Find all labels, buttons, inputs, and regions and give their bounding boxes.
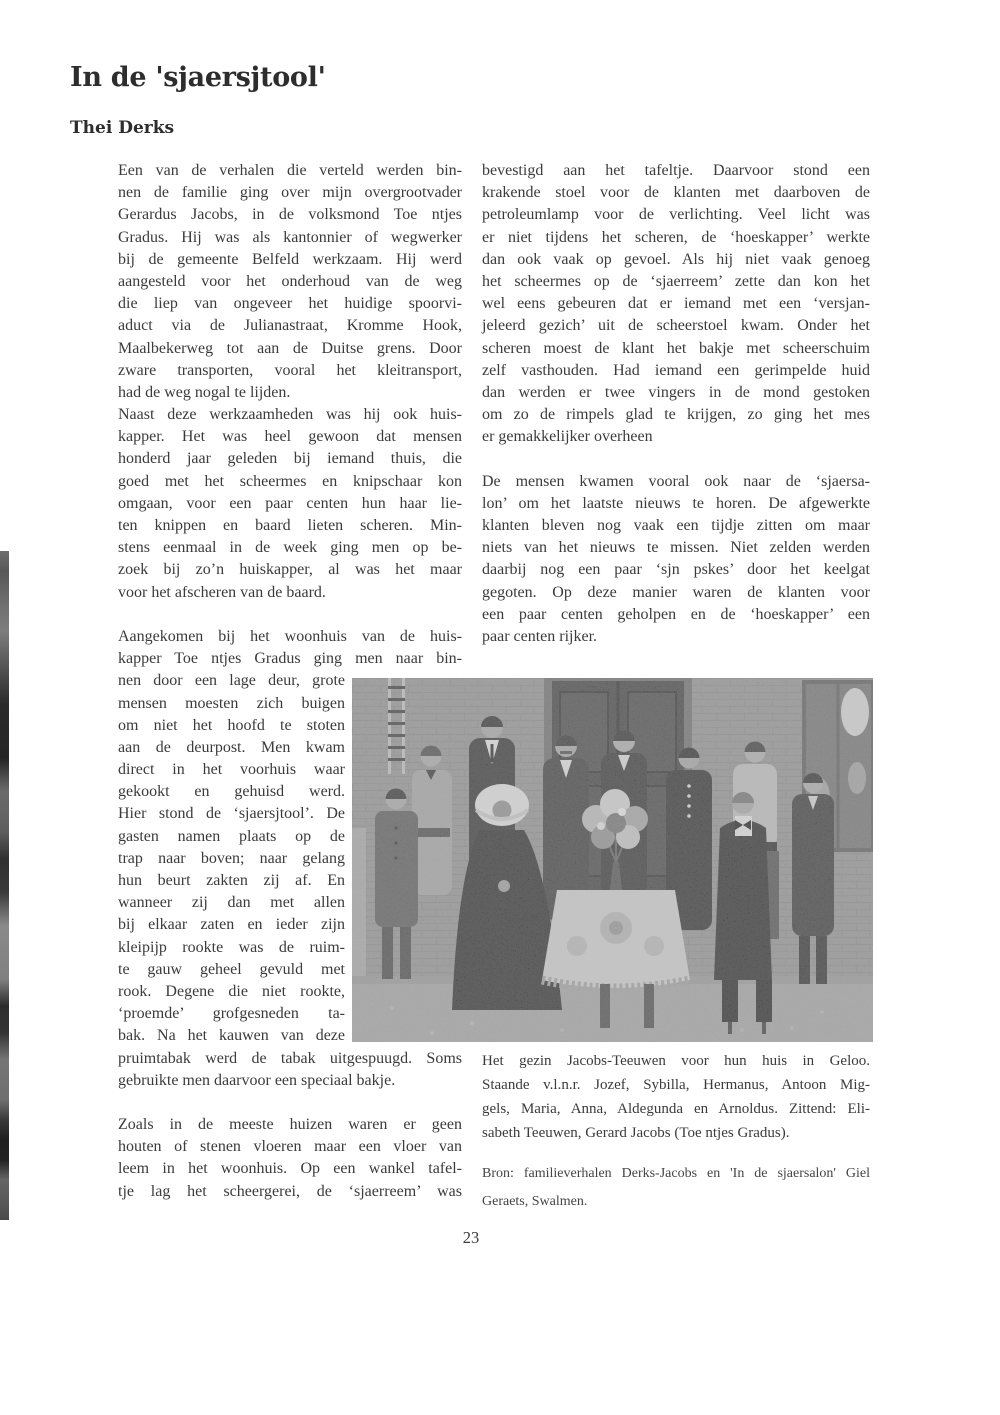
paragraph-block [482,471,870,649]
text-line: zware transporten, vooral het kleitransport, [118,361,462,379]
paragraph-block [482,160,870,448]
text-line: aduct via de Julianastraat, Kromme Hook, [118,317,462,335]
text-line: Maalbekerweg tot aan de Duitse grens. Door [118,339,462,357]
text-line: om niet het hoofd te stoten [118,716,345,734]
text-line: lon’ om het laatste nieuws te horen. De afgewerkte [482,494,870,512]
text-line: pruimtabak werd de tabak uitgespuugd. Soms [118,1049,462,1067]
text-line: daarbij nog een paar ‘sjn pskes’ door het keelgat [482,561,870,579]
text-line: aangesteld voor het onderhoud van de weg [118,272,462,290]
text-line: Bron: familieverhalen Derks-Jacobs en 'In de sjaersalon' Giel [482,1166,870,1181]
text-line: te gauw geheel gevuld met [118,960,345,978]
text-line: Een van de verhalen die verteld werden bin- [118,162,462,179]
text-line: Hier stond de ‘sjaersjtool’. De [118,805,345,823]
page-edge-photo-strip [0,551,9,1220]
text-line: er gemakkelijker overheen [482,428,653,446]
source-note [482,1160,870,1216]
text-line: een paar centen geholpen en de ‘hoeskapper’ een [482,605,870,623]
text-line: bevestigd aan het tafeltje. Daarvoor stond een [482,162,870,179]
text-line: nen door een lage deur, grote [118,672,345,690]
text-line: omgaan, voor een paar centen hun haar lie- [118,494,462,512]
text-line: gekookt en gehuisd werd. [118,783,345,801]
text-line: had de weg nogal te lijden. [118,383,291,401]
text-line: Aangekomen bij het woonhuis van de huis- [118,627,462,645]
text-line: stens eenmaal in de week ging men op be- [118,539,462,557]
page-title: In de 'sjaersjtool' [70,62,326,93]
text-line: om zo de rimpels glad te krijgen, zo ging het mes [482,406,870,424]
text-line: krakende stoel voor de klanten met daarboven de [482,184,870,202]
text-line: bak. Na het kauwen van deze [118,1027,345,1045]
text-line: gels, Maria, Anna, Aldegunda en Arnoldus. Zittend: Eli- [482,1101,870,1117]
text-line: wel eens gebeuren dat er iemand met een ‘versjan- [482,295,870,313]
text-line: petroleumlamp voor de verlichting. Veel licht was [482,206,870,224]
text-line: kapper Toe ntjes Gradus ging men naar bin- [118,650,462,668]
family-photo-illustration [352,678,873,1042]
text-line: voor het afscheren van de baard. [118,583,326,601]
text-line: dan werden er twee vingers in de mond gestoken [482,383,870,401]
text-line: sabeth Teeuwen, Gerard Jacobs (Toe ntjes Gradus). [482,1125,790,1141]
text-line: paar centen rijker. [482,627,598,645]
text-line: kapper. Het was heel gewoon dat mensen [118,428,462,446]
page-number: 23 [462,1228,480,1247]
text-line: houten of stenen vloeren maar een vloer van [118,1138,462,1156]
text-line: dan ook vaak op gevoel. Als hij niet vaak genoeg [482,250,870,268]
text-line: Gerardus Jacobs, in de volksmond Toe ntjes [118,206,462,224]
photo-caption [482,1049,870,1145]
text-line: ‘proemde’ grofgesneden ta- [118,1005,345,1023]
text-line: die liep van ongeveer het huidige spoorvi- [118,295,462,313]
text-line: nen de familie ging over mijn overgrootvader [118,184,462,202]
text-line: niets van het nieuws te missen. Niet zelden werden [482,539,870,557]
text-line: Gradus. Hij was als kantonnier of wegwerker [118,228,462,246]
paragraph-block [118,1114,462,1203]
text-line: klanten bleven nog vaak een tijdje zitten om maar [482,517,870,534]
text-line: Het gezin Jacobs-Teeuwen voor hun huis in Geloo. [482,1053,870,1069]
text-line: hun beurt zakten zij af. En [118,872,345,889]
text-line: honderd jaar geleden bij iemand thuis, die [118,450,462,468]
text-line: Naast deze werkzaamheden was hij ook huis- [118,406,462,424]
text-line: gebruikte men daarvoor een speciaal bakje. [118,1071,396,1089]
family-photo [352,678,873,1042]
text-line: Geraets, Swalmen. [482,1194,588,1209]
text-line: gasten namen plaats op de [118,827,345,845]
text-line: scheren moest de klant het bakje met scheerschuim [482,339,870,357]
text-line: jeleerd gezich’ uit de scheerstoel kwam. Onder het [482,317,870,335]
text-line: direct in het voorhuis waar [118,761,345,779]
text-line: aan de deurpost. Men kwam [118,738,345,756]
text-line: tje lag het scheergerei, de ‘sjaerreem’ was [118,1182,462,1200]
text-line: ten knippen en baard lieten scheren. Min- [118,517,462,534]
paragraph-block [118,160,462,604]
text-line: Staande v.l.n.r. Jozef, Sybilla, Hermanus, Antoon Mig- [482,1077,870,1093]
text-line: wanneer zij dan met allen [118,894,345,912]
text-line: goed met het scheermes en knipschaar kon [118,472,462,490]
text-line: De mensen kwamen vooral ook naar de ‘sjaersa- [482,472,870,490]
text-line: bij elkaar zaten en ieder zijn [118,916,345,934]
text-line: kleipijp rookte was de ruim- [118,938,345,956]
text-line: gegoten. Op deze manier waren de klanten voor [482,583,870,601]
text-line: zelf vasthouden. Had iemand een gerimpelde huid [482,361,870,379]
text-line: rook. Degene die niet rookte, [118,982,345,1000]
text-line: trap naar boven; naar gelang [118,849,345,867]
text-line: Zoals in de meeste huizen waren er geen [118,1116,462,1134]
text-line: het scheermes op de ‘sjaerreem’ zette dan kon het [482,272,870,290]
author-name: Thei Derks [70,118,175,138]
text-line: mensen moesten zich buigen [118,694,345,712]
text-line: er niet tijdens het scheren, de ‘hoeskapper’ werkte [482,228,870,246]
text-line: bij de gemeente Belfeld werkzaam. Hij werd [118,250,462,268]
text-line: zoek bij zo’n huiskapper, al was het maar [118,561,462,579]
text-line: leem in het woonhuis. Op een wankel tafel- [118,1160,462,1178]
right-text-column [482,160,870,648]
